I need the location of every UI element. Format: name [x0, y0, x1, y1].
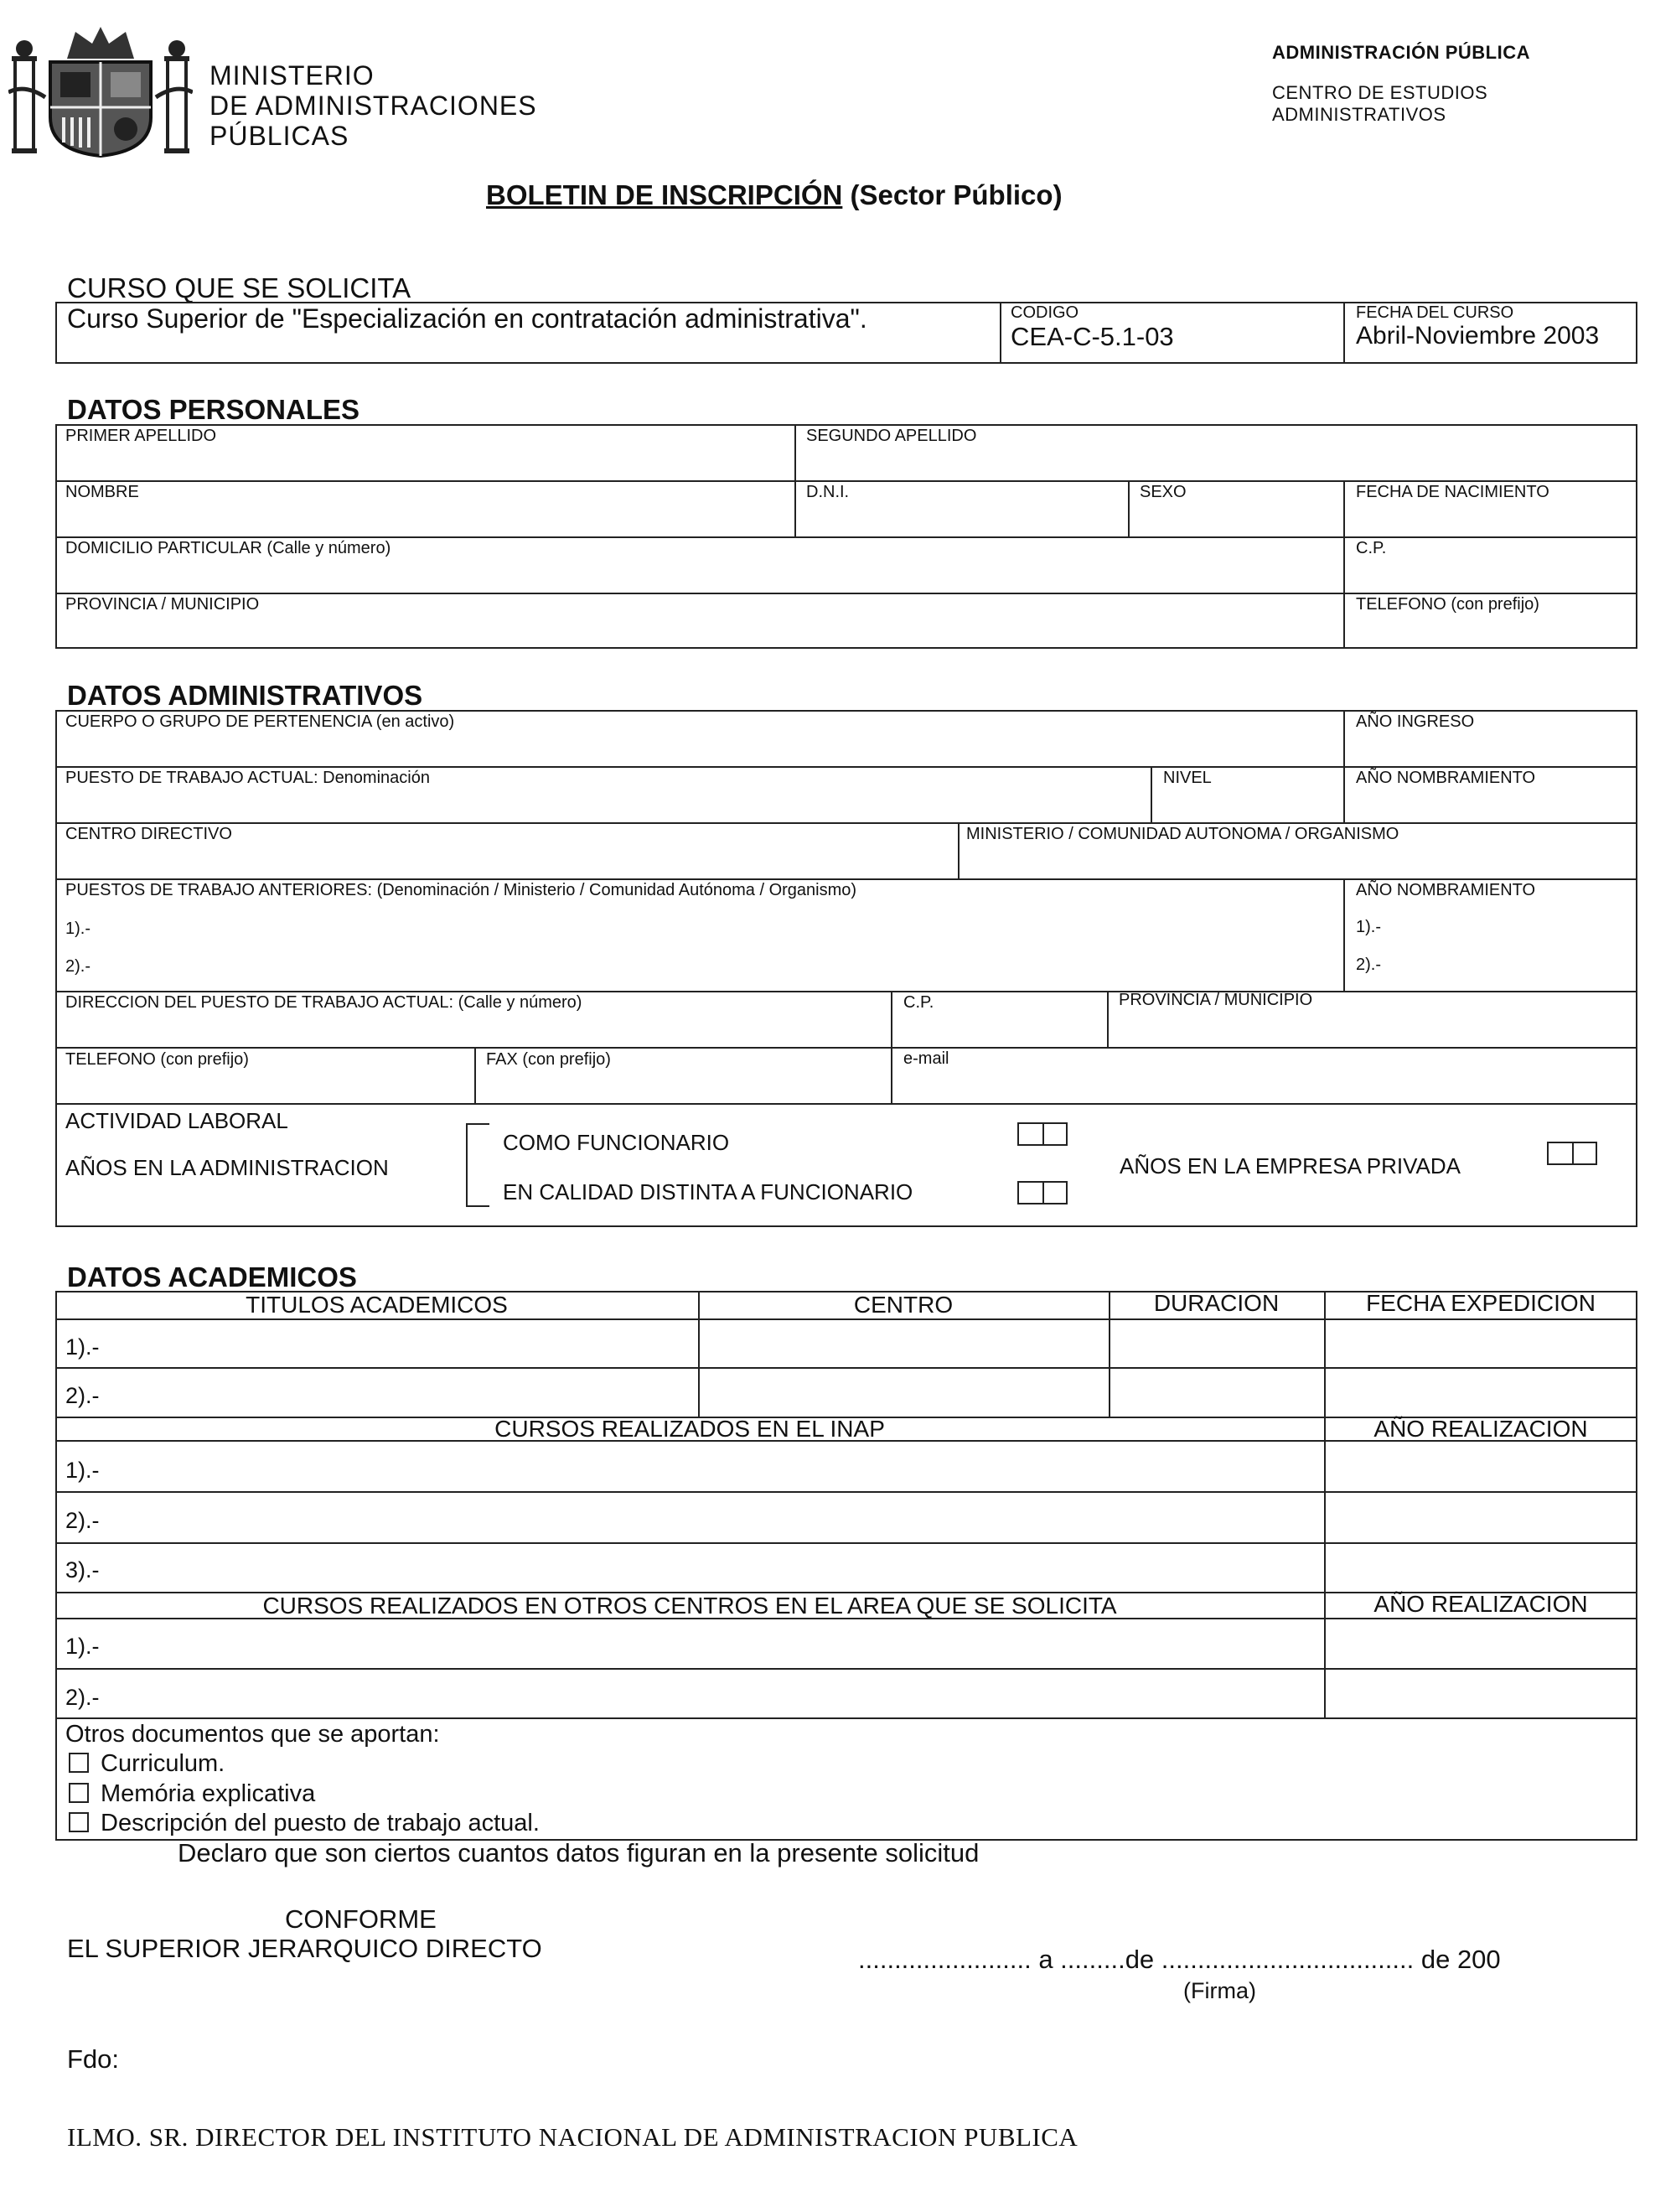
ministry-name [210, 60, 537, 151]
anio-nombramiento-anterior-field[interactable]: AÑO NOMBRAMIENTO [1356, 881, 1536, 899]
como-funcionario-label: COMO FUNCIONARIO [503, 1130, 730, 1155]
centro-line-1: CENTRO DE ESTUDIOS [1272, 82, 1488, 103]
datos-academicos-heading: DATOS ACADEMICOS [67, 1261, 357, 1292]
segundo-apellido-field[interactable]: SEGUNDO APELLIDO [806, 427, 977, 445]
cp-field[interactable]: C.P. [1356, 539, 1387, 557]
nivel-field[interactable]: NIVEL [1163, 769, 1212, 787]
inap-row-1[interactable]: 1).- [65, 1458, 100, 1483]
doc-descripcion[interactable] [69, 1810, 540, 1837]
cp-puesto-field[interactable]: C.P. [903, 993, 934, 1012]
fecha-nacimiento-field[interactable]: FECHA DE NACIMIENTO [1356, 483, 1549, 501]
telefono-puesto-field[interactable]: TELEFONO (con prefijo) [65, 1050, 249, 1069]
anio-ingreso-field[interactable]: AÑO INGRESO [1356, 712, 1475, 731]
title-suffix: (Sector Público) [842, 179, 1063, 210]
codigo-label: CODIGO [1011, 303, 1079, 322]
anio-nombramiento-field[interactable]: AÑO NOMBRAMIENTO [1356, 769, 1536, 787]
otros-documentos-heading: Otros documentos que se aportan: [65, 1721, 440, 1748]
otros-year-heading: AÑO REALIZACION [1373, 1591, 1588, 1617]
sexo-field[interactable]: SEXO [1140, 483, 1187, 501]
inap-row-2[interactable]: 2).- [65, 1508, 100, 1533]
curso-name: Curso Superior de "Especialización en contratación administrativa". [67, 303, 867, 334]
doc-curriculum[interactable] [69, 1750, 225, 1778]
titulo-row-1[interactable]: 1).- [65, 1334, 100, 1360]
title-main: BOLETIN DE INSCRIPCIÓN [486, 179, 843, 210]
bracket-icon [466, 1123, 489, 1207]
coat-of-arms-icon [8, 25, 193, 159]
inap-row-3[interactable]: 3).- [65, 1557, 100, 1583]
ministry-line-3: PÚBLICAS [210, 121, 349, 151]
provincia-field[interactable]: PROVINCIA / MUNICIPIO [65, 595, 260, 614]
checkbox-icon[interactable] [69, 1783, 89, 1803]
fdo-label[interactable]: Fdo: [67, 2044, 120, 2074]
email-field[interactable]: e-mail [903, 1049, 949, 1068]
otros-row-2[interactable]: 2).- [65, 1685, 100, 1710]
fecha-curso-value: Abril-Noviembre 2003 [1356, 322, 1600, 350]
direccion-puesto-field[interactable]: DIRECCION DEL PUESTO DE TRABAJO ACTUAL: (Calle y número) [65, 993, 582, 1012]
declaracion-text: Declaro que son ciertos cuantos datos figuran en la presente solicitud [178, 1838, 980, 1868]
col-centro: CENTRO [853, 1292, 954, 1318]
inap-heading: CURSOS REALIZADOS EN EL INAP [494, 1416, 885, 1442]
datos-administrativos-heading: DATOS ADMINISTRATIVOS [67, 680, 423, 711]
anio-anterior-2[interactable]: 2).- [1356, 956, 1381, 974]
privada-years-input[interactable] [1547, 1142, 1597, 1165]
centro-line-2: ADMINISTRATIVOS [1272, 104, 1446, 125]
centro-directivo-field[interactable]: CENTRO DIRECTIVO [65, 825, 232, 843]
ministry-line-1: MINISTERIO [210, 60, 375, 91]
centro-estudios-label [1272, 82, 1487, 126]
firma-label: (Firma) [1183, 1978, 1256, 2003]
anios-administracion-label: AÑOS EN LA ADMINISTRACION [65, 1155, 389, 1180]
puesto-actual-field[interactable]: PUESTO DE TRABAJO ACTUAL: Denominación [65, 769, 430, 787]
anio-anterior-1[interactable]: 1).- [1356, 918, 1381, 936]
academicos-box [55, 1291, 1637, 1841]
ministerio-field[interactable]: MINISTERIO / COMUNIDAD AUTONOMA / ORGANISMO [966, 825, 1399, 843]
date-line[interactable]: ........................ a .........de ................................... de 200 [858, 1945, 1501, 1974]
ministry-line-2: DE ADMINISTRACIONES [210, 91, 537, 121]
curso-heading: CURSO QUE SE SOLICITA [67, 272, 411, 303]
checkbox-icon[interactable] [69, 1812, 89, 1832]
puestos-anteriores-field[interactable]: PUESTOS DE TRABAJO ANTERIORES: (Denominación / Ministerio / Comunidad Autónoma / Organismo) [65, 881, 857, 899]
nombre-field[interactable]: NOMBRE [65, 483, 139, 501]
superior-label: EL SUPERIOR JERARQUICO DIRECTO [67, 1934, 542, 1963]
otros-heading: CURSOS REALIZADOS EN OTROS CENTROS EN EL AREA QUE SE SOLICITA [262, 1593, 1117, 1619]
page-title [486, 179, 1063, 211]
fecha-curso-label: FECHA DEL CURSO [1356, 303, 1514, 322]
puesto-anterior-2[interactable]: 2).- [65, 957, 91, 976]
calidad-distinta-label: EN CALIDAD DISTINTA A FUNCIONARIO [503, 1179, 913, 1204]
puesto-anterior-1[interactable]: 1).- [65, 920, 91, 938]
director-address: ILMO. SR. DIRECTOR DEL INSTITUTO NACIONAL DE ADMINISTRACION PUBLICA [67, 2122, 1079, 2152]
col-fecha-expedicion: FECHA EXPEDICION [1366, 1290, 1596, 1316]
doc-memoria[interactable] [69, 1780, 315, 1808]
domicilio-field[interactable]: DOMICILIO PARTICULAR (Calle y número) [65, 539, 391, 557]
provincia-puesto-field[interactable]: PROVINCIA / MUNICIPIO [1119, 991, 1313, 1009]
fax-field[interactable]: FAX (con prefijo) [486, 1050, 611, 1069]
checkbox-icon[interactable] [69, 1753, 89, 1773]
doc-descripcion-label: Descripción del puesto de trabajo actual. [101, 1810, 540, 1836]
col-titulos: TITULOS ACADEMICOS [246, 1292, 508, 1318]
anios-privada-label: AÑOS EN LA EMPRESA PRIVADA [1120, 1153, 1461, 1179]
inap-year-heading: AÑO REALIZACION [1373, 1416, 1588, 1442]
dni-field[interactable]: D.N.I. [806, 483, 850, 501]
admin-publica-label: ADMINISTRACIÓN PÚBLICA [1272, 42, 1530, 63]
titulo-row-2[interactable]: 2).- [65, 1383, 100, 1408]
actividad-laboral-label: ACTIVIDAD LABORAL [65, 1108, 288, 1133]
doc-curriculum-label: Curriculum. [101, 1750, 225, 1777]
distinta-years-input[interactable] [1017, 1181, 1068, 1204]
primer-apellido-field[interactable]: PRIMER APELLIDO [65, 427, 217, 445]
telefono-field[interactable]: TELEFONO (con prefijo) [1356, 595, 1539, 614]
funcionario-years-input[interactable] [1017, 1122, 1068, 1146]
col-duracion: DURACION [1153, 1290, 1280, 1316]
otros-row-1[interactable]: 1).- [65, 1634, 100, 1659]
datos-personales-heading: DATOS PERSONALES [67, 394, 360, 425]
doc-memoria-label: Memória explicativa [101, 1780, 316, 1807]
codigo-value: CEA-C-5.1-03 [1011, 322, 1174, 351]
conforme-label: CONFORME [285, 1904, 437, 1934]
cuerpo-field[interactable]: CUERPO O GRUPO DE PERTENENCIA (en activo) [65, 712, 455, 731]
